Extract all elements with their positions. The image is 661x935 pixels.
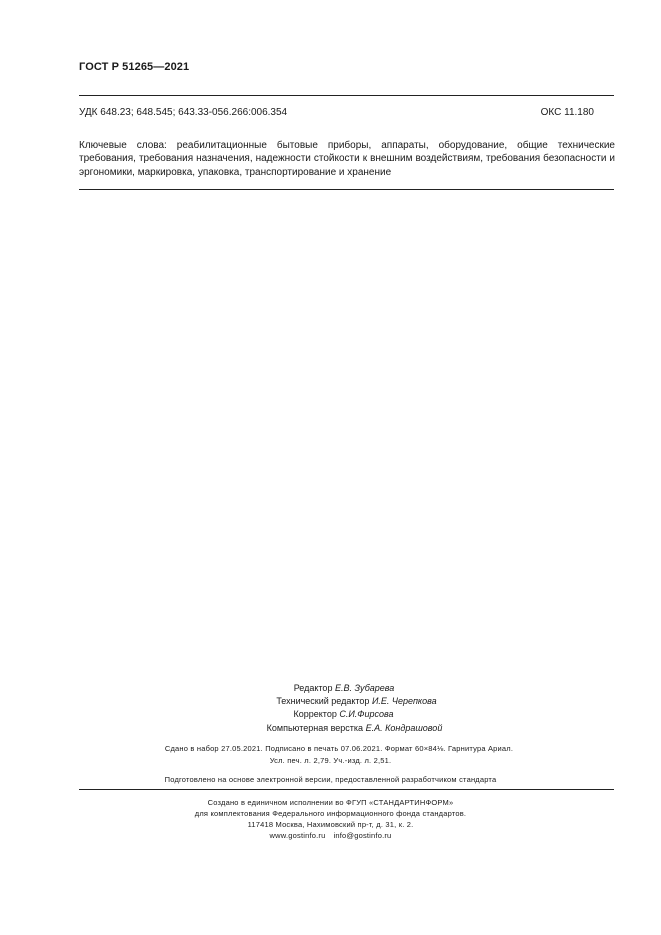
document-code: ГОСТ Р 51265—2021 (79, 61, 190, 73)
credit-role: Корректор (293, 709, 337, 720)
credit-proofreader (0, 708, 661, 721)
credit-role: Технический редактор (276, 696, 370, 707)
oks-code: ОКС 11.180 (540, 107, 594, 118)
imprint-line: Сдано в набор 27.05.2021. Подписано в печать 07.06.2021. Формат 60×84⅛. Гарнитура Ариал. (164, 744, 514, 753)
imprint-line: Усл. печ. л. 2,79. Уч.-изд. л. 2,51. (269, 756, 392, 765)
publisher-block (0, 797, 661, 841)
credit-name: С.И.Фирсова (339, 709, 394, 720)
prepared-note: Подготовлено на основе электронной версии, предоставленной разработчиком стандарта (164, 775, 497, 784)
keywords-divider (79, 189, 614, 190)
credit-role: Компьютерная верстка (266, 722, 364, 733)
credit-technical-editor (0, 695, 661, 708)
credit-role: Редактор (293, 683, 333, 693)
top-divider (79, 95, 614, 96)
email-link[interactable]: info@gostinfo.ru (333, 831, 392, 840)
classification-row (79, 107, 594, 118)
credit-editor (0, 682, 661, 695)
publisher-address: 117418 Москва, Нахимовский пр-т, д. 31, к. 2. (247, 820, 414, 829)
publisher-line: Создано в единичном исполнении во ФГУП «СТАНДАРТИНФОРМ» (207, 798, 454, 807)
publisher-line: для комплектования Федерального информационного фонда стандартов. (194, 809, 467, 818)
credit-name: И.Е. Черепкова (371, 696, 437, 707)
credits-block (0, 682, 661, 735)
imprint-block (0, 743, 661, 767)
credit-name: Е.А. Кондрашовой (365, 722, 443, 733)
credit-layout (0, 722, 661, 735)
publisher-contacts (0, 830, 661, 841)
website-link[interactable]: www.gostinfo.ru (269, 831, 326, 840)
credit-name: Е.В. Зубарева (334, 683, 395, 693)
udk-code: УДК 648.23; 648.545; 643.33-056.266:006.354 (79, 107, 288, 118)
publisher-divider (79, 789, 614, 790)
keywords-paragraph: Ключевые слова: реабилитационные бытовые приборы, аппараты, оборудование, общие технические требования, требования назначения, надежности стойкости к внешним воздействиям, требования безопасности и эргономики, маркировка, упаковка, транспортирование и хранение (79, 140, 615, 178)
